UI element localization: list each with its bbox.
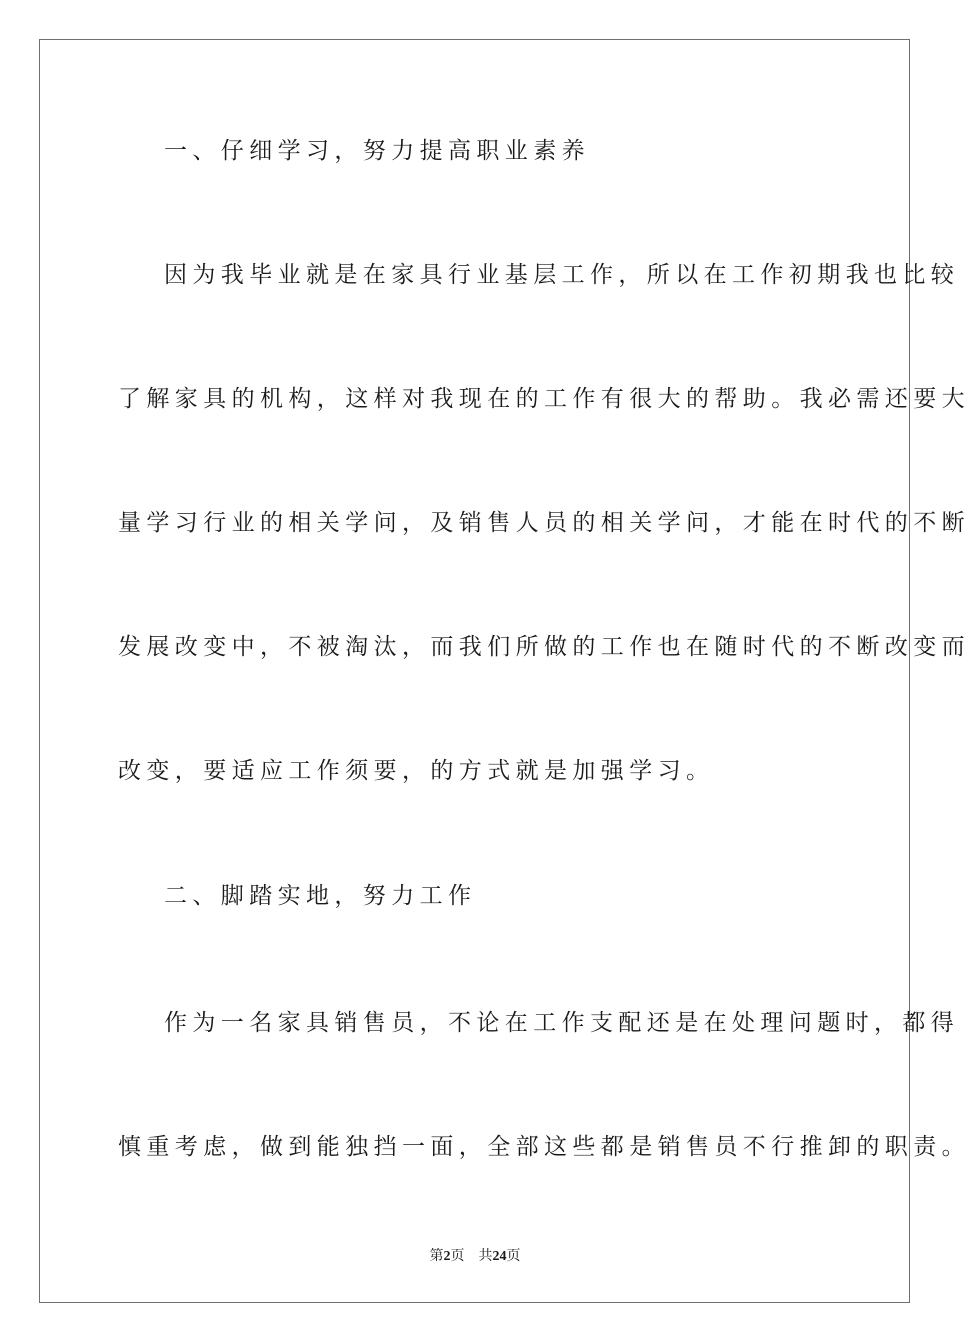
total-label-prefix: 共 bbox=[478, 1248, 493, 1264]
section-heading-2: 二、脚踏实地，努力工作 bbox=[164, 883, 477, 909]
paragraph-line: 了解家具的机构，这样对我现在的工作有很大的帮助。我必需还要大 bbox=[118, 386, 970, 412]
page-footer bbox=[0, 1247, 950, 1266]
page-number: 2 bbox=[443, 1249, 451, 1264]
paragraph-line: 作为一名家具销售员，不论在工作支配还是在处理问题时，都得 bbox=[164, 1010, 960, 1036]
page-total: 24 bbox=[492, 1249, 507, 1264]
paragraph-line: 改变，要适应工作须要，的方式就是加强学习。 bbox=[118, 758, 715, 784]
paragraph-line: 发展改变中，不被淘汰，而我们所做的工作也在随时代的不断改变而 bbox=[118, 634, 970, 660]
total-label-suffix: 页 bbox=[506, 1248, 521, 1264]
paragraph-line: 量学习行业的相关学问，及销售人员的相关学问，才能在时代的不断 bbox=[118, 510, 970, 536]
page-label-prefix: 第 bbox=[429, 1248, 444, 1264]
page-border bbox=[39, 39, 970, 1303]
paragraph-line: 因为我毕业就是在家具行业基层工作，所以在工作初期我也比较 bbox=[164, 262, 960, 288]
page-label-suffix: 页 bbox=[450, 1248, 465, 1264]
paragraph-line: 慎重考虑，做到能独挡一面，全部这些都是销售员不行推卸的职责。 bbox=[118, 1134, 970, 1160]
section-heading-1: 一、仔细学习，努力提高职业素养 bbox=[164, 138, 590, 164]
